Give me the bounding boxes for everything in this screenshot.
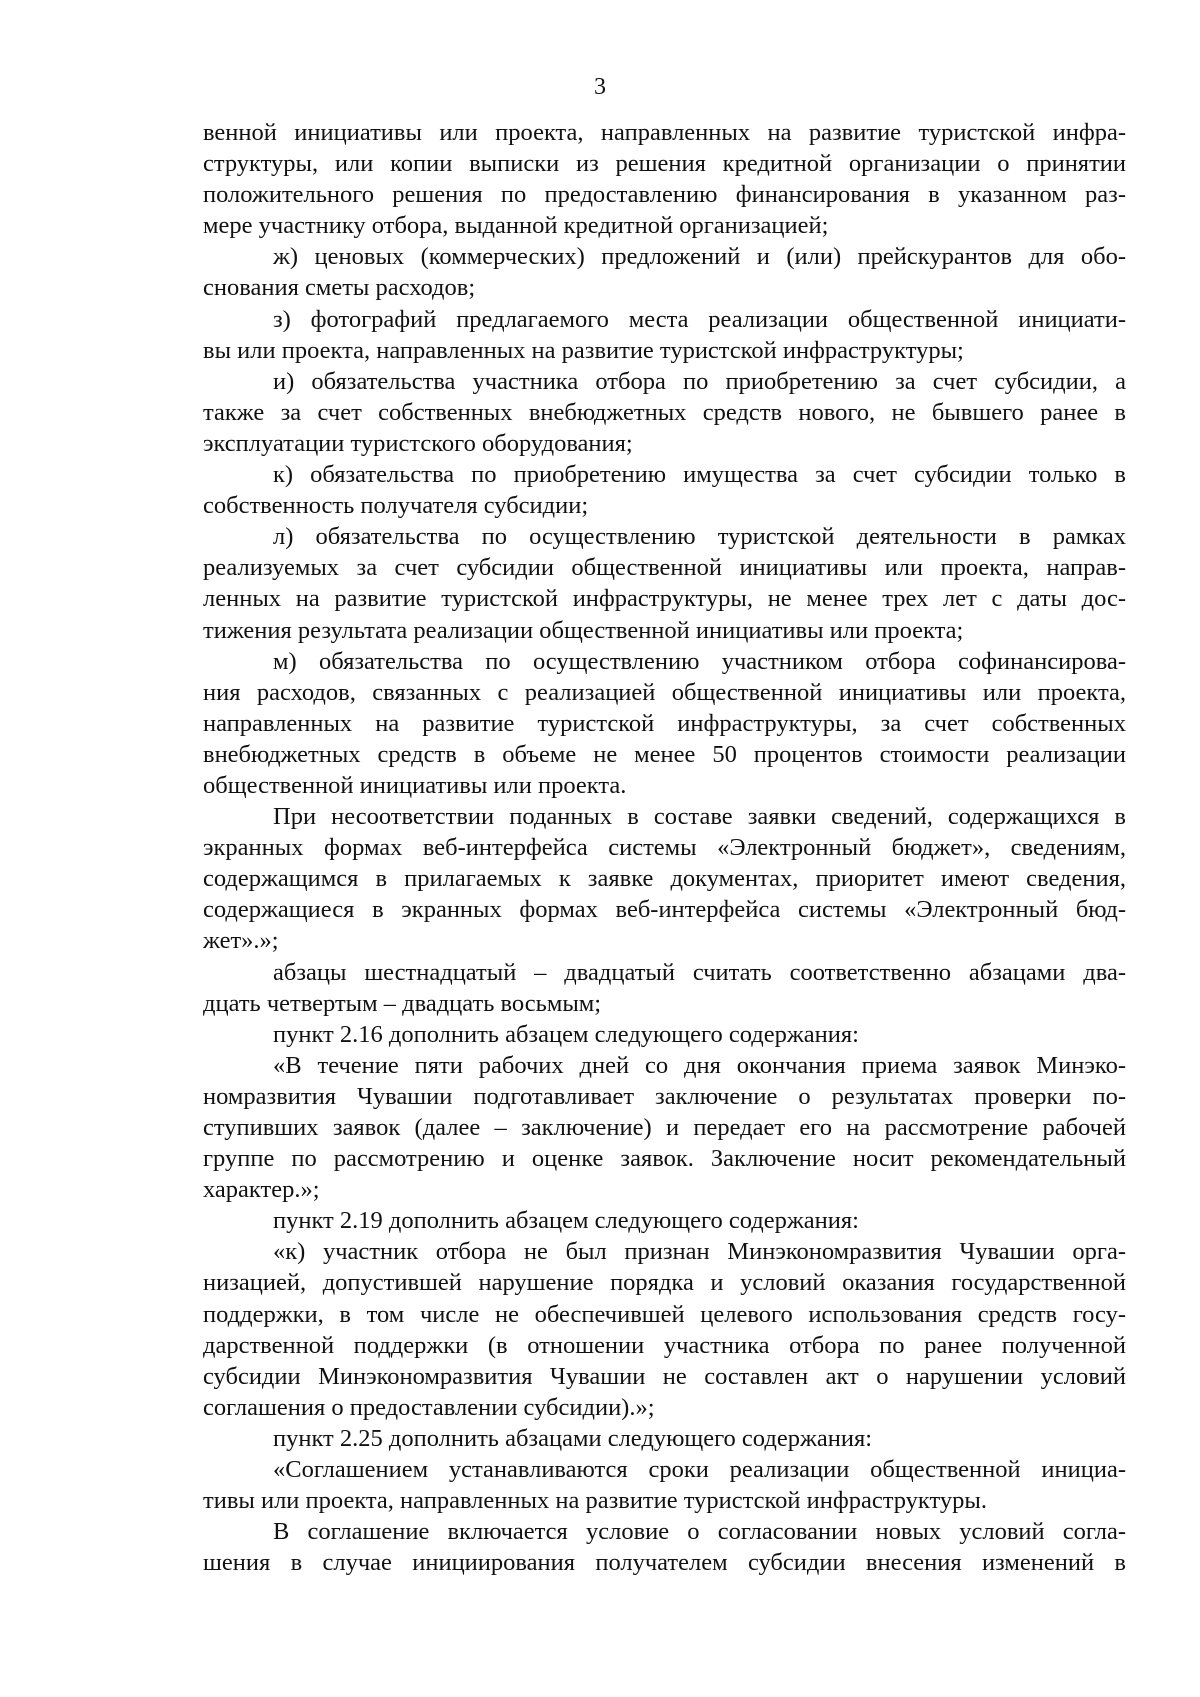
text-line: жет».»; <box>203 927 279 955</box>
paragraph <box>203 241 1126 303</box>
text-line: ленных на развитие туристской инфраструктуры, не менее трех лет с даты дос- <box>203 585 1126 613</box>
text-line: «Соглашением устанавливаются сроки реализации общественной инициа- <box>273 1456 1126 1484</box>
text-line: снования сметы расходов; <box>203 274 476 302</box>
paragraph <box>203 801 1126 956</box>
paragraph <box>203 1236 1126 1423</box>
text-line: направленных на развитие туристской инфраструктуры, за счет собственных <box>203 709 1126 737</box>
document-body <box>203 117 1126 1578</box>
text-line: внебюджетных средств в объеме не менее 50 процентов стоимости реализации <box>203 740 1126 768</box>
text-line: «В течение пяти рабочих дней со дня окончания приема заявок Минэко- <box>273 1051 1126 1079</box>
text-line: В соглашение включается условие о согласовании новых условий согла- <box>273 1518 1126 1546</box>
paragraph <box>203 1019 1126 1050</box>
text-line: группе по рассмотрению и оценке заявок. Заключение носит рекомендательный <box>203 1145 1126 1173</box>
paragraph <box>203 1205 1126 1236</box>
text-line: положительного решения по предоставлению финансирования в указанном раз- <box>203 181 1126 209</box>
paragraph <box>203 117 1126 241</box>
paragraph <box>203 1454 1126 1516</box>
paragraph <box>203 366 1126 459</box>
text-line: ния расходов, связанных с реализацией общественной инициативы или проекта, <box>203 678 1126 706</box>
text-line: реализуемых за счет субсидии общественной инициативы или проекта, направ- <box>203 554 1126 582</box>
text-line: и) обязательства участника отбора по приобретению за счет субсидии, а <box>273 367 1126 395</box>
text-line: структуры, или копии выписки из решения кредитной организации о принятии <box>203 150 1126 178</box>
text-line: собственность получателя субсидии; <box>203 492 589 520</box>
text-line: «к) участник отбора не был признан Минэкономразвития Чувашии орга- <box>273 1238 1126 1266</box>
text-line: ж) ценовых (коммерческих) предложений и (или) прейскурантов для обо- <box>273 243 1126 271</box>
text-line: эксплуатации туристского оборудования; <box>203 429 633 457</box>
text-line: мере участнику отбора, выданной кредитной организацией; <box>203 212 829 240</box>
page-number: 3 <box>594 74 606 100</box>
text-line: субсидии Минэкономразвития Чувашии не составлен акт о нарушении условий <box>203 1362 1126 1390</box>
text-line: поддержки, в том числе не обеспечившей целевого использования средств госу- <box>203 1300 1126 1328</box>
text-line: общественной инициативы или проекта. <box>203 771 627 799</box>
text-line: низацией, допустившей нарушение порядка и условий оказания государственной <box>203 1269 1126 1297</box>
text-line: содержащимся в прилагаемых к заявке документах, приоритет имеют сведения, <box>203 865 1126 893</box>
text-line: также за счет собственных внебюджетных средств нового, не бывшего ранее в <box>203 398 1126 426</box>
text-line: содержащиеся в экранных формах веб-интерфейса системы «Электронный бюд- <box>203 896 1126 924</box>
paragraph <box>203 1050 1126 1205</box>
text-line: к) обязательства по приобретению имущества за счет субсидии только в <box>273 461 1126 489</box>
text-line: венной инициативы или проекта, направленных на развитие туристской инфра- <box>203 119 1126 146</box>
paragraph <box>203 1516 1126 1578</box>
text-line: дарственной поддержки (в отношении участника отбора по ранее полученной <box>203 1331 1126 1359</box>
text-line: При несоответствии поданных в составе заявки сведений, содержащихся в <box>273 803 1126 831</box>
text-line: пункт 2.25 дополнить абзацами следующего содержания: <box>273 1424 873 1452</box>
text-line: экранных формах веб-интерфейса системы «Электронный бюджет», сведениям, <box>203 834 1126 862</box>
text-line: тижения результата реализации общественной инициативы или проекта; <box>203 616 964 644</box>
paragraph <box>203 957 1126 1019</box>
paragraph <box>203 459 1126 521</box>
paragraph <box>203 521 1126 645</box>
text-line: дцать четвертым – двадцать восьмым; <box>203 989 602 1017</box>
paragraph <box>203 646 1126 801</box>
text-line: вы или проекта, направленных на развитие туристской инфраструктуры; <box>203 336 964 364</box>
text-line: з) фотографий предлагаемого места реализации общественной инициати- <box>273 305 1126 333</box>
text-line: шения в случае инициирования получателем субсидии внесения изменений в <box>203 1549 1126 1577</box>
text-line: пункт 2.19 дополнить абзацем следующего содержания: <box>273 1207 859 1235</box>
text-line: м) обязательства по осуществлению участником отбора софинансирова- <box>273 647 1126 675</box>
text-line: номразвития Чувашии подготавливает заключение о результатах проверки по- <box>203 1082 1126 1110</box>
text-line: л) обязательства по осуществлению туристской деятельности в рамках <box>273 523 1126 551</box>
text-line: ступивших заявок (далее – заключение) и передает его на рассмотрение рабочей <box>203 1114 1126 1141</box>
text-line: абзацы шестнадцатый – двадцатый считать соответственно абзацами два- <box>273 958 1126 986</box>
text-line: характер.»; <box>203 1176 320 1204</box>
text-line: пункт 2.16 дополнить абзацем следующего содержания: <box>273 1020 859 1048</box>
text-line: соглашения о предоставлении субсидии).»; <box>203 1393 655 1421</box>
paragraph <box>203 1423 1126 1454</box>
paragraph <box>203 304 1126 366</box>
text-line: тивы или проекта, направленных на развитие туристской инфраструктуры. <box>203 1487 987 1515</box>
